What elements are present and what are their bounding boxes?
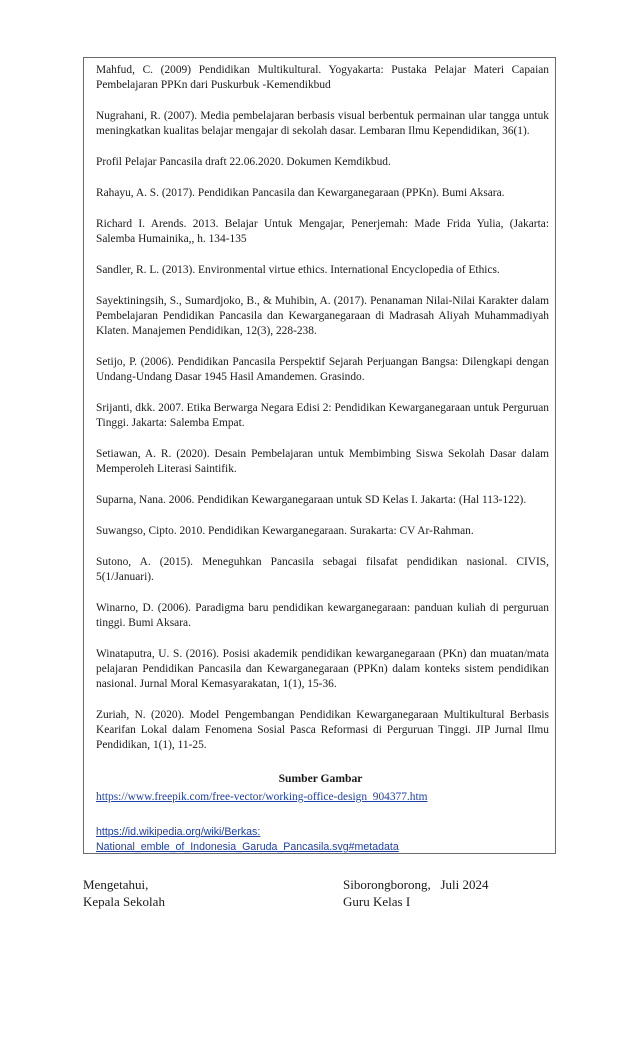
reference-entry: Setijo, P. (2006). Pendidikan Pancasila Perspektif Sejarah Perjuangan Bangsa: Dilengkapi dengan Undang-Undang Dasar 1945 Hasil Amandemen. Grasindo. xyxy=(96,356,549,383)
signature-left xyxy=(83,876,165,910)
image-sources-heading: Sumber Gambar xyxy=(278,772,363,785)
reference-entry: Richard I. Arends. 2013. Belajar Untuk Mengajar, Penerjemah: Made Frida Yulia, (Jakarta: Salemba Humainika,, h. 134-135 xyxy=(96,218,549,245)
principal-label: Kepala Sekolah xyxy=(83,894,165,909)
reference-list xyxy=(96,63,549,769)
reference-entry: Profil Pelajar Pancasila draft 22.06.2020. Dokumen Kemdikbud. xyxy=(96,156,391,168)
reference-entry: Zuriah, N. (2020). Model Pengembangan Pendidikan Kewarganegaraan Multikultural Berbasis Kearifan Lokal dalam Fenomena Sosial Pasca Reformasi di Perguruan Tinggi. JIP Jurnal Ilmu Pendidikan, 1(1), 11-25. xyxy=(96,709,549,751)
signature-right xyxy=(343,876,489,910)
reference-entry: Suwangso, Cipto. 2010. Pendidikan Kewarganegaraan. Surakarta: CV Ar-Rahman. xyxy=(96,525,474,537)
reference-entry: Winataputra, U. S. (2016). Posisi akademik pendidikan kewarganegaraan (PKn) dan muatan/mata pelajaran Pendidikan Pancasila dan Kewarganegaraan (PPKn) dalam konteks sistem pendidikan nasional. Jurnal Moral Kemasyarakatan, 1(1), 15-36. xyxy=(96,648,549,690)
source-link-freepik[interactable]: https://www.freepik.com/free-vector/working-office-design_904377.htm xyxy=(96,791,428,803)
acknowledged-label: Mengetahui, xyxy=(83,877,149,892)
reference-box xyxy=(83,57,556,854)
reference-entry: Srijanti, dkk. 2007. Etika Berwarga Negara Edisi 2: Pendidikan Kewarganegaraan untuk Perguruan Tinggi. Jakarta: Salemba Empat. xyxy=(96,402,549,429)
reference-entry: Suparna, Nana. 2006. Pendidikan Kewarganegaraan untuk SD Kelas I. Jakarta: (Hal 113-122). xyxy=(96,494,527,506)
reference-entry: Mahfud, C. (2009) Pendidikan Multikultural. Yogyakarta: Pustaka Pelajar Materi Capaian Pembelajaran PPKn dari Puskurbuk -Kemendikbud xyxy=(96,64,549,91)
source-link-wikipedia[interactable]: https://id.wikipedia.org/wiki/Berkas: National_emble_of_Indonesia_Garuda_Pancasila.svg#metadata xyxy=(96,826,399,853)
reference-entry: Rahayu, A. S. (2017). Pendidikan Pancasila dan Kewarganegaraan (PPKn). Bumi Aksara. xyxy=(96,187,505,199)
place-date-label: Siborongborong, Juli 2024 xyxy=(343,877,489,892)
reference-entry: Sutono, A. (2015). Meneguhkan Pancasila sebagai filsafat pendidikan nasional. CIVIS, 5(1/Januari). xyxy=(96,556,549,583)
reference-entry: Setiawan, A. R. (2020). Desain Pembelajaran untuk Membimbing Siswa Sekolah Dasar dalam Memperoleh Literasi Saintifik. xyxy=(96,448,549,475)
reference-entry: Sandler, R. L. (2013). Environmental virtue ethics. International Encyclopedia of Ethics. xyxy=(96,264,500,276)
reference-entry: Sayektiningsih, S., Sumardjoko, B., & Muhibin, A. (2017). Penanaman Nilai-Nilai Karakter dalam Pembelajaran Pendidikan Pancasila dan Kewarganegaraan di Madrasah Aliyah Muhammadiyah Klaten. Manajemen Pendidikan, 12(3), 228-238. xyxy=(96,295,549,337)
reference-entry: Winarno, D. (2006). Paradigma baru pendidikan kewarganegaraan: panduan kuliah di perguruan tinggi. Bumi Aksara. xyxy=(96,602,549,629)
teacher-label: Guru Kelas I xyxy=(343,894,411,909)
reference-entry: Nugrahani, R. (2007). Media pembelajaran berbasis visual berbentuk permainan ular tangga untuk meningkatkan kualitas belajar mengajar di sekolah dasar. Lembaran Ilmu Kependidikan, 36(1). xyxy=(96,110,549,137)
